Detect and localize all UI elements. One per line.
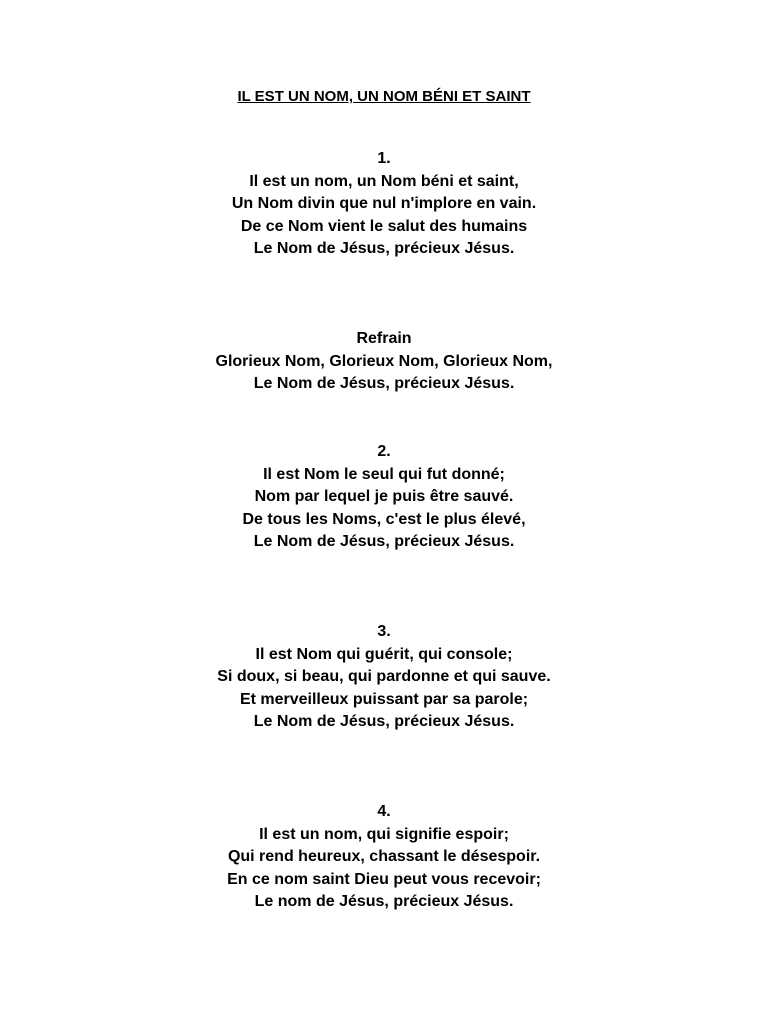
stanza-line: De ce Nom vient le salut des humains — [240, 217, 528, 235]
stanza-line: Nom par lequel je puis être sauvé. — [254, 488, 514, 506]
stanza-line: Si doux, si beau, qui pardonne et qui sauve. — [217, 668, 551, 686]
song-title: IL EST UN NOM, UN NOM BÉNI ET SAINT — [237, 88, 531, 105]
stanza-4 — [0, 801, 768, 914]
refrain-line: Le Nom de Jésus, précieux Jésus. — [253, 375, 515, 393]
stanza-line: Il est Nom qui guérit, qui console; — [255, 645, 513, 663]
stanza-line: Et merveilleux puissant par sa parole; — [239, 690, 529, 708]
refrain-line: Glorieux Nom, Glorieux Nom, Glorieux Nom, — [215, 352, 553, 370]
stanza-line: Il est un nom, qui signifie espoir; — [259, 825, 509, 843]
stanza-line: Un Nom divin que nul n'implore en vain. — [231, 195, 537, 213]
stanza-line: Il est Nom le seul qui fut donné; — [263, 465, 505, 483]
stanza-line: Qui rend heureux, chassant le désespoir. — [227, 848, 541, 866]
stanza-number: 3. — [377, 623, 391, 640]
stanza-number: 1. — [377, 150, 391, 167]
stanza-1 — [0, 148, 768, 261]
stanza-number: 4. — [377, 803, 391, 820]
stanza-3 — [0, 621, 768, 734]
stanza-2 — [0, 441, 768, 554]
stanza-line: Le nom de Jésus, précieux Jésus. — [254, 893, 514, 911]
stanza-line: Il est un nom, un Nom béni et saint, — [249, 172, 519, 190]
stanza-line: Le Nom de Jésus, précieux Jésus. — [253, 533, 515, 551]
stanza-line: En ce nom saint Dieu peut vous recevoir; — [227, 870, 541, 888]
stanza-line: Le Nom de Jésus, précieux Jésus. — [253, 713, 515, 731]
refrain-label: Refrain — [356, 330, 412, 347]
refrain — [0, 328, 768, 396]
stanza-number: 2. — [377, 443, 391, 460]
stanza-line: Le Nom de Jésus, précieux Jésus. — [253, 240, 515, 258]
stanza-line: De tous les Noms, c'est le plus élevé, — [242, 510, 526, 528]
